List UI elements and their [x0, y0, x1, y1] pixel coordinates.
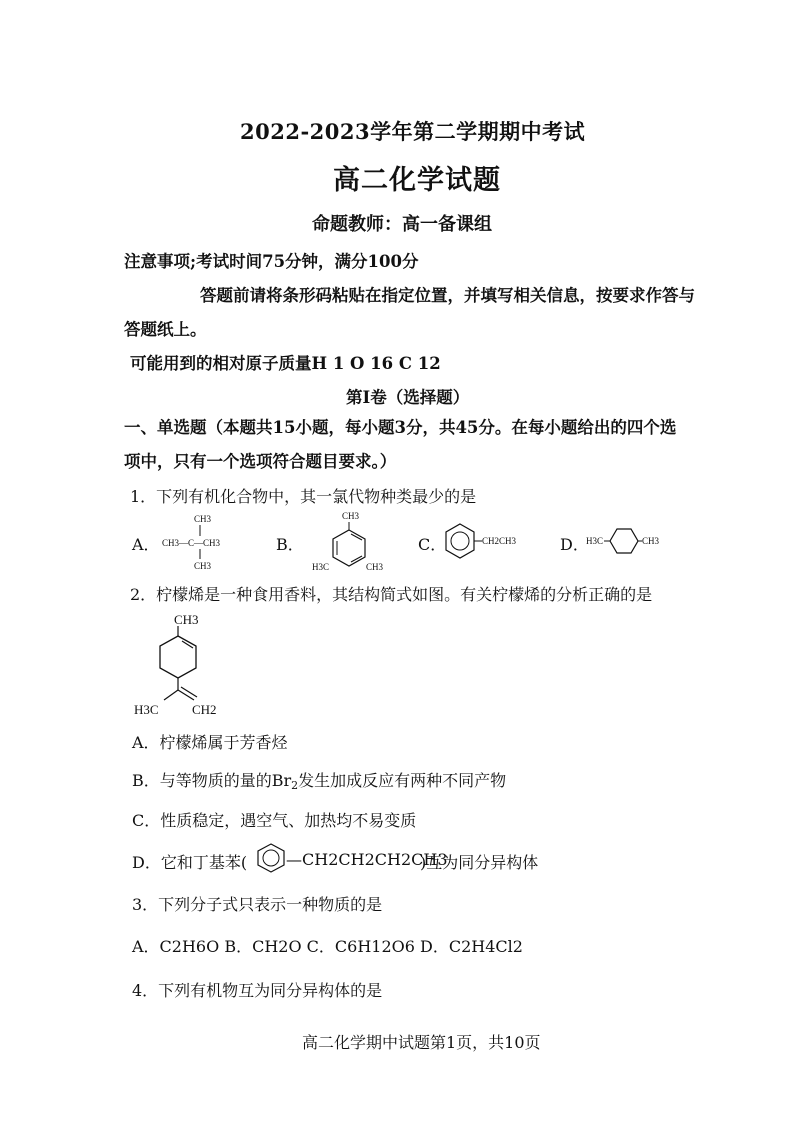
q2-option-d-benzene: [256, 842, 286, 874]
atomic-mass-line: 可能用到的相对原子质量H 1 O 16 C 12: [130, 354, 441, 373]
q2-option-d-start: D．它和丁基苯(: [132, 853, 248, 872]
limonene-structure: [134, 608, 234, 718]
q2-option-a: A．柠檬烯属于芳香烃: [132, 733, 288, 752]
section-intro-line-2: 项中，只有一个选项符合题目要求。）: [124, 452, 397, 471]
q1-b-top-group: CH3: [342, 511, 360, 521]
q2-d-benzene-ring: [258, 844, 284, 872]
q1-a-top-group: CH3: [194, 514, 212, 524]
author-line: 命题教师：高一备课组: [312, 214, 492, 235]
limonene-top-methyl: CH3: [174, 612, 199, 627]
q1-label-d: D．: [560, 535, 589, 554]
q2-option-b: [132, 768, 506, 792]
question-1-stem: 1．下列有机化合物中，其一氯代物种类最少的是: [130, 487, 477, 506]
q2-d-aromatic-circle: [263, 850, 279, 866]
q1-option-c-structure: [444, 522, 524, 562]
limonene-right-methylene: CH2: [192, 702, 217, 717]
limonene-bond-right: [178, 690, 194, 700]
q1-c-substituent: CH2CH3: [482, 536, 517, 546]
limonene-ring-double-bond: [182, 641, 193, 648]
subject-title: 高二化学试题: [333, 165, 501, 196]
q1-a-middle-chain: CH3—C—CH3: [162, 538, 221, 548]
exam-title: 2022-2023学年第二学期期中考试: [240, 119, 586, 144]
limonene-double-bond-right: [181, 687, 197, 697]
q1-c-aromatic-circle: [451, 532, 469, 550]
q1-a-bottom-group: CH3: [194, 561, 212, 571]
q1-b-right-group: CH3: [366, 562, 384, 572]
q1-label-a: A．: [132, 535, 160, 554]
notes-line-3: 答题纸上。: [124, 320, 207, 339]
q1-label-b: B．: [276, 535, 304, 554]
notes-line-2: 答题前请将条形码粘贴在指定位置，并填写相关信息，按要求作答与: [200, 286, 695, 305]
q1-d-cyclohexane-ring: [610, 529, 638, 553]
notes-line-1: 注意事项;考试时间75分钟，满分100分: [124, 252, 419, 271]
q1-label-c: C．: [418, 535, 447, 554]
q1-b-benzene-ring: [333, 530, 365, 566]
section-intro-line-1: 一、单选题（本题共15小题，每小题3分，共45分。在每小题给出的四个选: [124, 418, 677, 437]
q1-option-b-structure: [308, 508, 388, 572]
limonene-left-methyl: H3C: [134, 702, 159, 717]
question-3-stem: 3．下列分子式只表示一种物质的是: [132, 895, 383, 914]
limonene-ring: [160, 636, 196, 678]
q2-option-d-chain: —CH2CH2CH2CH3: [286, 850, 448, 869]
page-footer: 高二化学期中试题第1页，共10页: [302, 1033, 541, 1052]
q1-c-benzene-ring: [446, 524, 474, 558]
q2-option-c: C．性质稳定，遇空气、加热均不易变质: [132, 811, 417, 830]
q2-option-b-start: B．与等物质的量的Br: [132, 771, 292, 790]
q1-d-left-group: H3C: [586, 536, 604, 546]
question-2-stem: 2．柠檬烯是一种食用香料，其结构简式如图。有关柠檬烯的分析正确的是: [130, 585, 653, 604]
q2-option-b-end: 发生加成反应有两种不同产物: [298, 771, 507, 790]
q1-option-a-structure: [160, 510, 240, 572]
q1-d-right-group: CH3: [642, 536, 660, 546]
question-4-stem: 4．下列有机物互为同分异构体的是: [132, 981, 383, 1000]
q3-options: A．C2H6O B．CH2O C．C6H12O6 D．C2H4Cl2: [132, 937, 523, 956]
limonene-bond-left: [164, 690, 178, 700]
q1-option-d-structure: [586, 522, 666, 562]
q2-option-d-end: )互为同分异构体: [420, 853, 539, 872]
q2-option-b-subscript: 2: [291, 779, 299, 792]
section-title: 第Ⅰ卷（选择题）: [346, 388, 470, 407]
q1-b-left-group: H3C: [312, 562, 330, 572]
